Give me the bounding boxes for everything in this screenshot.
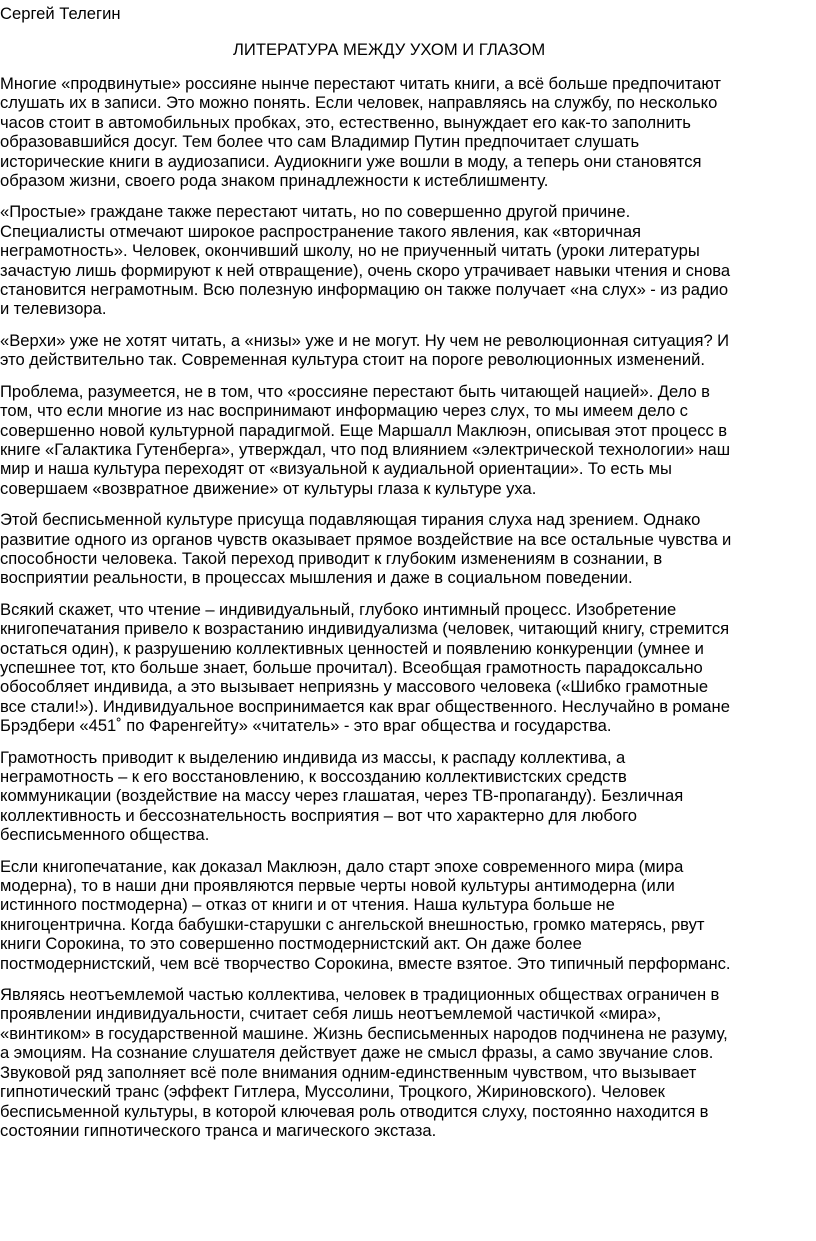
paragraph [0, 600, 814, 736]
paragraph [0, 382, 814, 498]
text-line: том, что если многие из нас воспринимают информацию через слух, то мы имеем дело с [0, 401, 688, 421]
text-line: состоянии гипнотического транса и магического экстаза. [0, 1120, 437, 1140]
text-line: Являясь неотъемлемой частью коллектива, человек в традиционных обществах ограничен в [0, 985, 720, 1005]
text-line: зачастую лишь формируют к ней отвращение), очень скоро утрачивает навыки чтения и снова [0, 260, 731, 280]
text-line: проявлении индивидуальности, считает себя лишь неотъемлемой частичкой «мира», [0, 1004, 662, 1024]
text-line: образовавшийся досуг. Тем более что сам Владимир Путин предпочитает слушать [0, 132, 640, 152]
text-line: книги Сорокина, то это совершенно постмодернистский акт. Он даже более [0, 934, 582, 954]
text-line: способности человека. Такой переход приводит к глубоким изменениям в сознании, в [0, 548, 663, 568]
text-line: бесписьменной культуры, в которой ключевая роль отводится слуху, постоянно находится в [0, 1101, 709, 1121]
text-line: неграмотность – к его восстановлению, к воссозданию коллективистских средств [0, 767, 627, 786]
text-line: Этой бесписьменной культуре присуща подавляющая тирания слуха над зрением. Однако [0, 510, 701, 530]
text-line: неграмотность». Человек, окончивший школу, но не приученный читать (уроки литературы [0, 241, 700, 261]
text-line: образом жизни, своего рода знаком принадлежности к истеблишменту. [0, 171, 549, 191]
text-line: совершаем «возвратное движение» от культуры глаза к культуре уха. [0, 478, 537, 498]
text-line: Проблема, разумеется, не в том, что «россияне перестают быть читающей нацией». Дело в [0, 381, 710, 401]
author-name: Сергей Телегин [0, 4, 121, 23]
text-line: гипнотический транс (эффект Гитлера, Муссолини, Троцкого, Жириновского). Человек [0, 1082, 665, 1102]
text-line: книгоцентрична. Когда бабушки-старушки с ангельской внешностью, громко матерясь, рвут [0, 914, 705, 934]
paragraph [0, 985, 814, 1140]
text-line: исторические книги в аудиозаписи. Аудиокниги уже вошли в моду, а теперь они становятся [0, 151, 702, 171]
text-line: модерна), то в наши дни проявляются первые черты новой культуры антимодерна (или [0, 876, 675, 896]
text-line: обособляет индивида, а это вызывает неприязнь у массового человека («Шибко грамотные [0, 677, 709, 697]
text-line: развитие одного из органов чувств оказывает прямое воздействие на все остальные чувства и [0, 529, 732, 549]
text-line: Всякий скажет, что чтение – индивидуальный, глубоко интимный процесс. Изобретение [0, 599, 677, 619]
text-line: «Простые» граждане также перестают читать, но по совершенно другой причине. [0, 202, 631, 222]
text-line: Если книгопечатание, как доказал Маклюэн, дало старт эпохе современного мира (мира [0, 856, 684, 876]
text-line: Грамотность приводит к выделению индивида из массы, к распаду коллектива, а [0, 747, 626, 767]
text-line: становится неграмотным. Всю полезную информацию он также получает «на слух» - из радио [0, 280, 729, 300]
text-line: «винтиком» в государственной машине. Жизнь бесписьменных народов подчинена не разуму, [0, 1023, 728, 1043]
text-line: восприятии реальности, в процессах мышления и даже в социальном поведении. [0, 568, 633, 588]
text-line: бесписьменного общества. [0, 825, 210, 845]
text-line: остаться один), к разрушению коллективных ценностей и появлению конкуренции (умнее и [0, 638, 704, 658]
text-line: часов стоит в автомобильных пробках, это, естественно, вынуждает его как-то заполнить [0, 112, 691, 132]
paragraph [0, 748, 814, 845]
text-line: «Верхи» уже не хотят читать, а «низы» уже и не могут. Ну чем не революционная ситуация? И [0, 330, 730, 350]
text-line: мир и наша культура переходят от «визуальной к аудиальной ориентации». То есть мы [0, 459, 672, 479]
text-line: слушать их в записи. Это можно понять. Если человек, направляясь на службу, по несколько [0, 93, 718, 113]
text-line: совершенно новой культурной парадигмой. Еще Маршалл Маклюэн, описывая этот процесс в [0, 420, 728, 440]
article-title: ЛИТЕРАТУРА МЕЖДУ УХОМ И ГЛАЗОМ [233, 40, 546, 59]
paragraph [0, 857, 814, 973]
text-line: Многие «продвинутые» россияне нынче перестают читать книги, а всё больше предпочитают [0, 74, 722, 93]
paragraph [0, 331, 814, 370]
text-line: постмодернистский, чем всё творчество Сорокина, вместе взятое. Это типичный перформанс. [0, 953, 731, 973]
text-line: и телевизора. [0, 299, 107, 319]
text-line: книгопечатания привело к возрастанию индивидуализма (человек, читающий книгу, стремится [0, 619, 730, 639]
paragraph [0, 74, 814, 190]
text-line: коллективность и бессознательность восприятия – вот что характерно для любого [0, 805, 638, 825]
text-line: книге «Галактика Гутенберга», утверждал, что под влиянием «электрической технологии» наш [0, 439, 731, 459]
text-line: Брэдбери «451˚ по Фаренгейту» «читатель» - это враг общества и государства. [0, 716, 612, 736]
paragraph [0, 202, 814, 318]
text-line: успешнее тот, кто больше знает, больше прочитал). Всеобщая грамотность парадоксально [0, 657, 703, 677]
text-line: Звуковой ряд заполняет всё поле внимания одним-единственным чувством, что вызывает [0, 1062, 697, 1082]
paragraph [0, 510, 814, 588]
text-line: все стали!»). Индивидуальное воспринимается как враг общественного. Неслучайно в романе [0, 696, 730, 716]
text-line: коммуникации (воздействие на массу через глашатая, через ТВ-пропаганду). Безличная [0, 786, 684, 806]
text-line: это действительно так. Современная культура стоит на пороге революционных изменений. [0, 350, 705, 370]
article-body [0, 74, 814, 1140]
text-line: а эмоциям. На сознание слушателя действует даже не смысл фразы, а само звучание слов. [0, 1043, 714, 1063]
text-line: Специалисты отмечают широкое распространение такого явления, как «вторичная [0, 221, 642, 241]
text-line: истинного постмодерна) – отказ от книги и от чтения. Наша культура больше не [0, 895, 615, 915]
